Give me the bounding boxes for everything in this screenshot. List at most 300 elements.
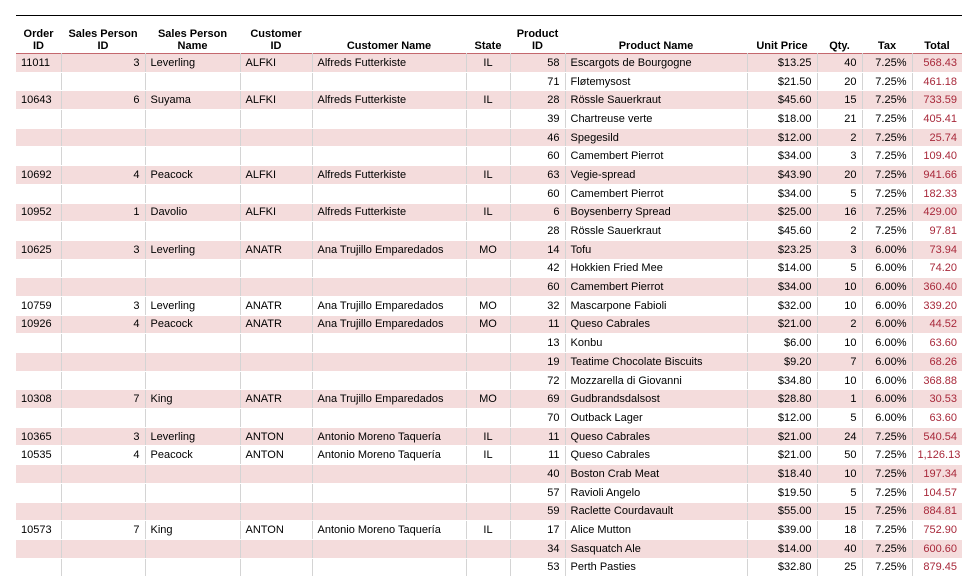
- cell-sp-id: [61, 558, 145, 577]
- cell-cust-name: Antonio Moreno Taquería: [312, 521, 466, 540]
- cell-order-id: [16, 184, 61, 203]
- cell-prod-id: 11: [510, 446, 565, 465]
- table-row: [16, 278, 962, 297]
- header-row: [16, 16, 962, 54]
- cell-sp-id: [61, 110, 145, 129]
- cell-cust-name: [312, 502, 466, 521]
- cell-prod-name: Outback Lager: [565, 409, 747, 428]
- column-header-sp-id: Sales Person ID: [68, 28, 138, 52]
- cell-sp-id: [61, 222, 145, 241]
- cell-qty: 18: [817, 521, 862, 540]
- cell-total: 68.26: [912, 353, 962, 372]
- cell-cust-id: [240, 483, 312, 502]
- cell-qty: 40: [817, 539, 862, 558]
- cell-qty: 3: [817, 147, 862, 166]
- table-row: [16, 315, 962, 334]
- cell-cust-id: ANATR: [240, 315, 312, 334]
- cell-qty: 3: [817, 240, 862, 259]
- table-row: [16, 539, 962, 558]
- cell-total: 197.34: [912, 465, 962, 484]
- cell-prod-name: Escargots de Bourgogne: [565, 54, 747, 73]
- column-header-total: Total: [924, 40, 950, 52]
- cell-prod-name: Mascarpone Fabioli: [565, 296, 747, 315]
- column-header-order-id: Order ID: [23, 28, 54, 52]
- cell-prod-name: Camembert Pierrot: [565, 184, 747, 203]
- cell-state: IL: [466, 91, 510, 110]
- cell-cust-name: [312, 558, 466, 577]
- cell-cust-name: [312, 128, 466, 147]
- cell-cust-name: [312, 483, 466, 502]
- cell-qty: 1: [817, 390, 862, 409]
- cell-state: [466, 110, 510, 129]
- cell-qty: 5: [817, 409, 862, 428]
- cell-prod-name: Rössle Sauerkraut: [565, 222, 747, 241]
- cell-sp-id: [61, 483, 145, 502]
- cell-unit-price: $34.80: [747, 371, 817, 390]
- table-row: [16, 521, 962, 540]
- cell-sp-name: [145, 259, 240, 278]
- table-row: [16, 110, 962, 129]
- cell-total: 879.45: [912, 558, 962, 577]
- cell-total: 461.18: [912, 72, 962, 91]
- cell-cust-name: [312, 147, 466, 166]
- cell-sp-id: 1: [61, 203, 145, 222]
- cell-prod-id: 60: [510, 278, 565, 297]
- cell-total: 97.81: [912, 222, 962, 241]
- cell-state: [466, 502, 510, 521]
- cell-state: [466, 147, 510, 166]
- cell-unit-price: $55.00: [747, 502, 817, 521]
- cell-tax: 6.00%: [862, 371, 912, 390]
- cell-order-id: [16, 465, 61, 484]
- cell-sp-id: 7: [61, 521, 145, 540]
- cell-sp-name: [145, 222, 240, 241]
- table-row: [16, 240, 962, 259]
- cell-prod-id: 46: [510, 128, 565, 147]
- cell-sp-id: [61, 371, 145, 390]
- cell-sp-name: Leverling: [145, 296, 240, 315]
- cell-sp-id: 4: [61, 166, 145, 185]
- cell-order-id: [16, 502, 61, 521]
- cell-qty: 2: [817, 222, 862, 241]
- cell-prod-id: 57: [510, 483, 565, 502]
- cell-tax: 6.00%: [862, 296, 912, 315]
- cell-prod-name: Queso Cabrales: [565, 315, 747, 334]
- cell-unit-price: $19.50: [747, 483, 817, 502]
- cell-cust-name: Ana Trujillo Emparedados: [312, 296, 466, 315]
- cell-qty: 15: [817, 502, 862, 521]
- cell-total: 25.74: [912, 128, 962, 147]
- cell-qty: 10: [817, 278, 862, 297]
- cell-tax: 7.25%: [862, 147, 912, 166]
- cell-tax: 6.00%: [862, 315, 912, 334]
- cell-prod-name: Rössle Sauerkraut: [565, 91, 747, 110]
- cell-cust-id: [240, 539, 312, 558]
- cell-sp-name: [145, 483, 240, 502]
- cell-prod-name: Gudbrandsdalsost: [565, 390, 747, 409]
- table-body: [16, 54, 962, 577]
- cell-order-id: [16, 128, 61, 147]
- cell-unit-price: $45.60: [747, 222, 817, 241]
- cell-prod-id: 53: [510, 558, 565, 577]
- cell-unit-price: $32.00: [747, 296, 817, 315]
- cell-unit-price: $32.80: [747, 558, 817, 577]
- cell-sp-id: 3: [61, 54, 145, 73]
- cell-state: [466, 558, 510, 577]
- cell-prod-id: 72: [510, 371, 565, 390]
- cell-tax: 6.00%: [862, 240, 912, 259]
- cell-tax: 6.00%: [862, 409, 912, 428]
- column-header-prod-id: Product ID: [516, 28, 559, 52]
- cell-sp-name: Peacock: [145, 166, 240, 185]
- cell-cust-id: [240, 334, 312, 353]
- cell-prod-id: 28: [510, 222, 565, 241]
- table-row: [16, 334, 962, 353]
- cell-prod-id: 32: [510, 296, 565, 315]
- cell-sp-name: [145, 539, 240, 558]
- cell-sp-id: 4: [61, 446, 145, 465]
- cell-tax: 6.00%: [862, 334, 912, 353]
- cell-unit-price: $28.80: [747, 390, 817, 409]
- cell-unit-price: $6.00: [747, 334, 817, 353]
- cell-qty: 40: [817, 54, 862, 73]
- cell-total: 540.54: [912, 427, 962, 446]
- table-row: [16, 91, 962, 110]
- cell-order-id: 10952: [16, 203, 61, 222]
- cell-state: MO: [466, 315, 510, 334]
- cell-state: [466, 72, 510, 91]
- table-header: [16, 16, 962, 54]
- cell-tax: 7.25%: [862, 465, 912, 484]
- cell-cust-id: [240, 147, 312, 166]
- cell-cust-id: [240, 371, 312, 390]
- cell-state: IL: [466, 203, 510, 222]
- cell-total: 182.33: [912, 184, 962, 203]
- cell-cust-name: [312, 334, 466, 353]
- cell-cust-name: Ana Trujillo Emparedados: [312, 240, 466, 259]
- cell-sp-id: [61, 353, 145, 372]
- cell-order-id: [16, 334, 61, 353]
- cell-unit-price: $21.00: [747, 427, 817, 446]
- cell-prod-name: Sasquatch Ale: [565, 539, 747, 558]
- cell-prod-name: Vegie-spread: [565, 166, 747, 185]
- cell-order-id: 11011: [16, 54, 61, 73]
- cell-sp-name: [145, 371, 240, 390]
- column-header-unit-price: Unit Price: [756, 40, 808, 52]
- cell-unit-price: $9.20: [747, 353, 817, 372]
- cell-cust-id: [240, 558, 312, 577]
- cell-sp-name: Leverling: [145, 54, 240, 73]
- cell-tax: 7.25%: [862, 539, 912, 558]
- cell-order-id: 10692: [16, 166, 61, 185]
- cell-tax: 7.25%: [862, 558, 912, 577]
- cell-sp-name: [145, 409, 240, 428]
- cell-tax: 7.25%: [862, 128, 912, 147]
- cell-qty: 20: [817, 72, 862, 91]
- cell-prod-id: 70: [510, 409, 565, 428]
- cell-state: [466, 334, 510, 353]
- cell-prod-name: Chartreuse verte: [565, 110, 747, 129]
- cell-total: 733.59: [912, 91, 962, 110]
- cell-cust-name: Alfreds Futterkiste: [312, 166, 466, 185]
- cell-prod-name: Queso Cabrales: [565, 446, 747, 465]
- cell-total: 73.94: [912, 240, 962, 259]
- cell-sp-name: [145, 334, 240, 353]
- cell-cust-name: Alfreds Futterkiste: [312, 203, 466, 222]
- cell-sp-name: Peacock: [145, 446, 240, 465]
- cell-total: 941.66: [912, 166, 962, 185]
- cell-prod-id: 19: [510, 353, 565, 372]
- table-row: [16, 72, 962, 91]
- cell-total: 30.53: [912, 390, 962, 409]
- cell-order-id: [16, 539, 61, 558]
- cell-total: 752.90: [912, 521, 962, 540]
- cell-unit-price: $14.00: [747, 259, 817, 278]
- cell-prod-id: 71: [510, 72, 565, 91]
- cell-sp-name: King: [145, 390, 240, 409]
- cell-state: [466, 353, 510, 372]
- cell-cust-id: [240, 409, 312, 428]
- table-row: [16, 147, 962, 166]
- cell-cust-name: [312, 184, 466, 203]
- cell-sp-name: [145, 110, 240, 129]
- cell-total: 104.57: [912, 483, 962, 502]
- cell-prod-id: 11: [510, 315, 565, 334]
- cell-cust-id: ALFKI: [240, 91, 312, 110]
- cell-prod-id: 59: [510, 502, 565, 521]
- cell-cust-name: Alfreds Futterkiste: [312, 54, 466, 73]
- table-row: [16, 427, 962, 446]
- cell-cust-name: [312, 353, 466, 372]
- cell-prod-id: 13: [510, 334, 565, 353]
- cell-qty: 2: [817, 315, 862, 334]
- cell-cust-name: [312, 72, 466, 91]
- cell-qty: 50: [817, 446, 862, 465]
- cell-cust-id: [240, 110, 312, 129]
- cell-qty: 10: [817, 371, 862, 390]
- cell-cust-name: Ana Trujillo Emparedados: [312, 315, 466, 334]
- cell-unit-price: $43.90: [747, 166, 817, 185]
- cell-total: 74.20: [912, 259, 962, 278]
- cell-total: 368.88: [912, 371, 962, 390]
- cell-total: 600.60: [912, 539, 962, 558]
- cell-sp-name: Leverling: [145, 240, 240, 259]
- cell-total: 884.81: [912, 502, 962, 521]
- cell-tax: 7.25%: [862, 427, 912, 446]
- cell-prod-name: Boysenberry Spread: [565, 203, 747, 222]
- table-row: [16, 502, 962, 521]
- table-row: [16, 353, 962, 372]
- cell-state: MO: [466, 390, 510, 409]
- cell-cust-name: [312, 278, 466, 297]
- cell-cust-id: ANTON: [240, 446, 312, 465]
- cell-cust-id: ANATR: [240, 240, 312, 259]
- cell-order-id: 10759: [16, 296, 61, 315]
- cell-qty: 2: [817, 128, 862, 147]
- cell-sp-name: [145, 558, 240, 577]
- cell-state: IL: [466, 446, 510, 465]
- cell-prod-id: 17: [510, 521, 565, 540]
- cell-tax: 7.25%: [862, 502, 912, 521]
- cell-cust-name: Antonio Moreno Taquería: [312, 446, 466, 465]
- cell-state: [466, 465, 510, 484]
- cell-prod-name: Camembert Pierrot: [565, 147, 747, 166]
- cell-prod-id: 34: [510, 539, 565, 558]
- cell-total: 44.52: [912, 315, 962, 334]
- cell-tax: 6.00%: [862, 259, 912, 278]
- cell-sp-name: [145, 353, 240, 372]
- cell-prod-name: Mozzarella di Giovanni: [565, 371, 747, 390]
- cell-unit-price: $18.40: [747, 465, 817, 484]
- cell-prod-id: 63: [510, 166, 565, 185]
- cell-unit-price: $34.00: [747, 147, 817, 166]
- column-header-cust-name: Customer Name: [346, 40, 432, 52]
- cell-tax: 7.25%: [862, 72, 912, 91]
- cell-total: 568.43: [912, 54, 962, 73]
- cell-sp-id: [61, 278, 145, 297]
- cell-prod-id: 69: [510, 390, 565, 409]
- cell-sp-id: [61, 184, 145, 203]
- cell-qty: 5: [817, 184, 862, 203]
- cell-qty: 20: [817, 166, 862, 185]
- cell-total: 63.60: [912, 334, 962, 353]
- cell-total: 1,126.13: [912, 446, 962, 465]
- cell-qty: 16: [817, 203, 862, 222]
- cell-total: 63.60: [912, 409, 962, 428]
- cell-state: IL: [466, 521, 510, 540]
- cell-order-id: 10535: [16, 446, 61, 465]
- table-row: [16, 371, 962, 390]
- cell-unit-price: $14.00: [747, 539, 817, 558]
- cell-order-id: [16, 259, 61, 278]
- cell-order-id: [16, 72, 61, 91]
- cell-cust-name: [312, 539, 466, 558]
- cell-cust-name: [312, 465, 466, 484]
- cell-state: IL: [466, 427, 510, 446]
- cell-unit-price: $21.00: [747, 315, 817, 334]
- table-row: [16, 259, 962, 278]
- column-header-sp-name: Sales Person Name: [157, 28, 228, 52]
- cell-cust-name: Alfreds Futterkiste: [312, 91, 466, 110]
- cell-state: [466, 222, 510, 241]
- cell-prod-id: 14: [510, 240, 565, 259]
- cell-unit-price: $25.00: [747, 203, 817, 222]
- cell-sp-id: 6: [61, 91, 145, 110]
- cell-prod-name: Camembert Pierrot: [565, 278, 747, 297]
- cell-state: [466, 128, 510, 147]
- column-header-state: State: [474, 40, 502, 52]
- cell-sp-id: [61, 465, 145, 484]
- cell-total: 405.41: [912, 110, 962, 129]
- cell-sp-name: Leverling: [145, 427, 240, 446]
- cell-prod-id: 42: [510, 259, 565, 278]
- cell-unit-price: $18.00: [747, 110, 817, 129]
- cell-sp-id: 3: [61, 296, 145, 315]
- table-row: [16, 465, 962, 484]
- table-row: [16, 128, 962, 147]
- cell-qty: 10: [817, 296, 862, 315]
- cell-unit-price: $34.00: [747, 278, 817, 297]
- cell-prod-name: Ravioli Angelo: [565, 483, 747, 502]
- cell-unit-price: $23.25: [747, 240, 817, 259]
- table-row: [16, 483, 962, 502]
- cell-cust-id: [240, 222, 312, 241]
- cell-unit-price: $45.60: [747, 91, 817, 110]
- table-row: [16, 166, 962, 185]
- table-row: [16, 54, 962, 73]
- cell-prod-name: Tofu: [565, 240, 747, 259]
- cell-sp-name: [145, 184, 240, 203]
- cell-cust-name: [312, 259, 466, 278]
- cell-total: 339.20: [912, 296, 962, 315]
- cell-sp-id: [61, 72, 145, 91]
- cell-cust-name: [312, 222, 466, 241]
- cell-order-id: [16, 558, 61, 577]
- orders-report: [16, 15, 962, 577]
- cell-cust-name: [312, 371, 466, 390]
- cell-prod-name: Hokkien Fried Mee: [565, 259, 747, 278]
- cell-state: [466, 371, 510, 390]
- cell-tax: 7.25%: [862, 110, 912, 129]
- cell-total: 429.00: [912, 203, 962, 222]
- cell-state: IL: [466, 54, 510, 73]
- cell-order-id: [16, 278, 61, 297]
- cell-sp-id: [61, 334, 145, 353]
- cell-cust-id: ANATR: [240, 390, 312, 409]
- cell-cust-id: [240, 465, 312, 484]
- cell-prod-id: 11: [510, 427, 565, 446]
- cell-sp-name: [145, 72, 240, 91]
- cell-cust-id: [240, 128, 312, 147]
- cell-tax: 6.00%: [862, 278, 912, 297]
- cell-tax: 6.00%: [862, 390, 912, 409]
- cell-sp-name: [145, 147, 240, 166]
- cell-prod-name: Perth Pasties: [565, 558, 747, 577]
- cell-qty: 24: [817, 427, 862, 446]
- cell-tax: 6.00%: [862, 353, 912, 372]
- table-row: [16, 409, 962, 428]
- table-row: [16, 446, 962, 465]
- cell-unit-price: $12.00: [747, 409, 817, 428]
- cell-qty: 5: [817, 259, 862, 278]
- cell-tax: 7.25%: [862, 166, 912, 185]
- cell-qty: 21: [817, 110, 862, 129]
- cell-unit-price: $21.50: [747, 72, 817, 91]
- cell-tax: 7.25%: [862, 91, 912, 110]
- cell-prod-name: Alice Mutton: [565, 521, 747, 540]
- cell-unit-price: $13.25: [747, 54, 817, 73]
- cell-tax: 7.25%: [862, 184, 912, 203]
- cell-order-id: 10365: [16, 427, 61, 446]
- orders-table: [16, 16, 962, 577]
- cell-sp-id: 3: [61, 427, 145, 446]
- cell-sp-id: [61, 409, 145, 428]
- cell-prod-name: Boston Crab Meat: [565, 465, 747, 484]
- cell-prod-id: 60: [510, 147, 565, 166]
- cell-prod-id: 6: [510, 203, 565, 222]
- cell-state: MO: [466, 296, 510, 315]
- cell-order-id: [16, 110, 61, 129]
- cell-tax: 7.25%: [862, 54, 912, 73]
- table-row: [16, 222, 962, 241]
- cell-prod-name: Raclette Courdavault: [565, 502, 747, 521]
- cell-qty: 10: [817, 334, 862, 353]
- table-row: [16, 203, 962, 222]
- cell-order-id: 10643: [16, 91, 61, 110]
- cell-sp-id: [61, 259, 145, 278]
- cell-cust-name: [312, 110, 466, 129]
- cell-cust-id: [240, 353, 312, 372]
